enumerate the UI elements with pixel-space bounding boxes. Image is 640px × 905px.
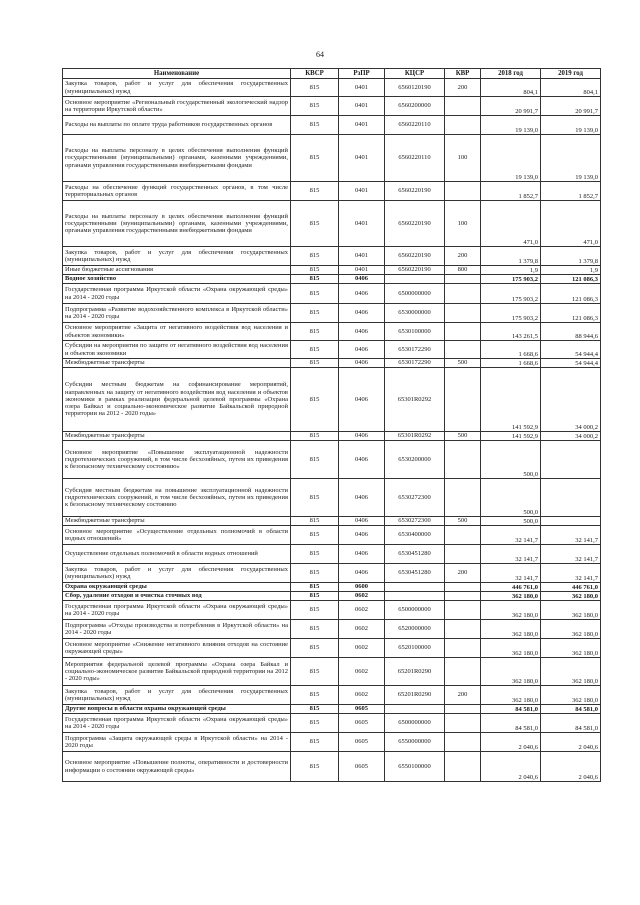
cell-rzpr: 0401 [339,135,385,182]
cell-name: Субсидии на мероприятия по защите от негативного воздействия вод населения и объектов экономики [63,341,291,359]
table-row [63,323,601,341]
cell-2018: 1 668,6 [481,341,541,359]
table-row [63,341,601,359]
cell-name: Подпрограмма «Отходы производства и потребления в Иркутской области» на 2014 - 2020 годы [63,620,291,639]
cell-2019: 362 180,0 [541,601,601,620]
cell-kvr [445,341,481,359]
cell-rzpr: 0401 [339,116,385,135]
cell-2018: 2 040,6 [481,752,541,782]
cell-2018: 2 040,6 [481,733,541,752]
cell-2019: 84 581,0 [541,714,601,733]
cell-2018: 500,0 [481,441,541,479]
cell-kvsr: 815 [291,275,339,284]
table-row [63,658,601,686]
cell-kcsr: 6560220110 [385,135,445,182]
cell-name: Межбюджетные трансферты [63,432,291,441]
cell-kcsr [385,705,445,714]
cell-kvsr: 815 [291,479,339,517]
header-2019: 2019 год [541,69,601,79]
cell-kcsr: 6530272300 [385,479,445,517]
cell-2019: 471,0 [541,201,601,247]
cell-name: Охрана окружающей среды [63,583,291,592]
cell-kvr [445,620,481,639]
cell-kvr [445,182,481,201]
table-row [63,201,601,247]
cell-kvsr: 815 [291,359,339,368]
cell-name: Межбюджетные трансферты [63,359,291,368]
cell-2019: 446 761,0 [541,583,601,592]
cell-kcsr: 6560220190 [385,247,445,266]
table-row [63,545,601,564]
cell-kvsr: 815 [291,583,339,592]
cell-kvr: 200 [445,564,481,583]
cell-kvr: 500 [445,432,481,441]
cell-kcsr [385,583,445,592]
cell-2018: 500,0 [481,479,541,517]
header-name: Наименование [63,69,291,79]
cell-2019: 19 139,0 [541,116,601,135]
cell-kcsr: 6550000000 [385,733,445,752]
cell-2019: 1 852,7 [541,182,601,201]
cell-kvsr: 815 [291,601,339,620]
cell-2019: 121 086,3 [541,304,601,323]
cell-name: Расходы на выплаты по оплате труда работников государственных органов [63,116,291,135]
cell-kvsr: 815 [291,247,339,266]
cell-2019: 2 040,6 [541,733,601,752]
table-row [63,479,601,517]
cell-rzpr: 0602 [339,592,385,601]
cell-kvsr: 815 [291,432,339,441]
table-row [63,705,601,714]
cell-rzpr: 0406 [339,479,385,517]
cell-kcsr: 6520100000 [385,639,445,658]
cell-kcsr: 6500000000 [385,284,445,304]
cell-kvsr: 815 [291,620,339,639]
cell-2018: 362 180,0 [481,658,541,686]
cell-2018: 175 903,2 [481,275,541,284]
cell-kvr [445,116,481,135]
cell-kcsr: 65201R0290 [385,658,445,686]
cell-name: Подпрограмма «Развитие водохозяйственного комплекса в Иркутской области» на 2014 - 2020 годы [63,304,291,323]
cell-kvsr: 815 [291,752,339,782]
cell-kcsr: 6560220110 [385,116,445,135]
cell-kcsr: 6530451280 [385,564,445,583]
cell-kvr: 100 [445,201,481,247]
cell-name: Государственная программа Иркутской области «Охрана окружающей среды» на 2014 - 2020 годы [63,284,291,304]
cell-kvr [445,714,481,733]
cell-rzpr: 0406 [339,517,385,526]
cell-kvsr: 815 [291,284,339,304]
cell-name: Закупка товаров, работ и услуг для обеспечения государственных (муниципальных) нужд [63,686,291,705]
cell-2018: 20 991,7 [481,97,541,116]
table-row [63,517,601,526]
cell-kvsr: 815 [291,368,339,432]
cell-2018: 141 592,9 [481,432,541,441]
cell-kvr: 800 [445,266,481,275]
cell-kcsr: 6530272300 [385,517,445,526]
cell-2019: 34 000,2 [541,432,601,441]
table-row [63,686,601,705]
page-number: 64 [316,50,324,59]
cell-name: Межбюджетные трансферты [63,517,291,526]
cell-2019: 20 991,7 [541,97,601,116]
cell-rzpr: 0406 [339,275,385,284]
cell-name: Основное мероприятие «Осуществление отдельных полномочий в области водных отношений» [63,526,291,545]
table-row [63,368,601,432]
cell-2019: 362 180,0 [541,639,601,658]
cell-name: Водное хозяйство [63,275,291,284]
header-rzpr: РзПР [339,69,385,79]
table-row [63,135,601,182]
cell-rzpr: 0406 [339,284,385,304]
cell-name: Сбор, удаление отходов и очистка сточных вод [63,592,291,601]
table-row [63,359,601,368]
table-row [63,432,601,441]
cell-kcsr: 6530172290 [385,341,445,359]
cell-name: Закупка товаров, работ и услуг для обеспечения государственных (муниципальных) нужд [63,564,291,583]
cell-2019: 804,1 [541,79,601,97]
cell-rzpr: 0605 [339,705,385,714]
cell-2019: 362 180,0 [541,686,601,705]
header-kvr: КВР [445,69,481,79]
cell-kvr [445,526,481,545]
cell-2018: 1 852,7 [481,182,541,201]
cell-rzpr: 0406 [339,526,385,545]
cell-name: Расходы на выплаты персоналу в целях обеспечения выполнения функций государственными (муниципальными) органами, казенными учреждениями, органами управления государственными внебюджетными фондами [63,201,291,247]
cell-rzpr: 0602 [339,620,385,639]
cell-2018: 362 180,0 [481,686,541,705]
cell-2019: 121 086,3 [541,284,601,304]
cell-2018: 1 668,6 [481,359,541,368]
cell-kcsr: 6560220190 [385,266,445,275]
cell-rzpr: 0406 [339,545,385,564]
cell-2019: 88 944,6 [541,323,601,341]
cell-kvsr: 815 [291,658,339,686]
cell-kvr [445,601,481,620]
cell-kvsr: 815 [291,592,339,601]
table-body [63,79,601,782]
cell-rzpr: 0406 [339,441,385,479]
table-row [63,639,601,658]
cell-kcsr: 6520000000 [385,620,445,639]
cell-name: Основное мероприятие «Повышение полноты, оперативности и достоверности информации о состоянии окружающей среды» [63,752,291,782]
table-row [63,564,601,583]
cell-kvr [445,705,481,714]
cell-2018: 1 379,8 [481,247,541,266]
cell-kcsr [385,592,445,601]
table-row [63,284,601,304]
cell-2018: 362 180,0 [481,639,541,658]
cell-rzpr: 0401 [339,247,385,266]
cell-name: Закупка товаров, работ и услуг для обеспечения государственных (муниципальных) нужд [63,79,291,97]
cell-kvr: 100 [445,135,481,182]
cell-kvsr: 815 [291,201,339,247]
cell-kvr [445,733,481,752]
cell-kvr [445,658,481,686]
budget-table-container [62,68,600,782]
cell-2019: 2 040,6 [541,752,601,782]
table-row [63,304,601,323]
cell-kvr [445,639,481,658]
cell-2018: 500,0 [481,517,541,526]
cell-2018: 175 903,2 [481,304,541,323]
table-row [63,714,601,733]
cell-2019: 19 139,0 [541,135,601,182]
cell-rzpr: 0406 [339,432,385,441]
cell-kcsr: 65301R0292 [385,368,445,432]
cell-kvsr: 815 [291,116,339,135]
cell-2019 [541,517,601,526]
table-row [63,733,601,752]
cell-rzpr: 0406 [339,359,385,368]
cell-rzpr: 0602 [339,686,385,705]
cell-rzpr: 0401 [339,201,385,247]
cell-2018: 32 141,7 [481,526,541,545]
cell-kcsr [385,275,445,284]
cell-kvr [445,275,481,284]
cell-rzpr: 0406 [339,341,385,359]
cell-rzpr: 0605 [339,733,385,752]
table-row [63,97,601,116]
cell-rzpr: 0401 [339,79,385,97]
cell-2018: 362 180,0 [481,601,541,620]
table-header [63,69,601,79]
cell-name: Другие вопросы в области охраны окружающей среды [63,705,291,714]
cell-rzpr: 0401 [339,182,385,201]
cell-2019 [541,441,601,479]
cell-kvr [445,479,481,517]
cell-2019: 32 141,7 [541,545,601,564]
cell-kvr [445,284,481,304]
cell-kvr: 500 [445,359,481,368]
cell-kcsr: 6530000000 [385,304,445,323]
cell-name: Расходы на выплаты персоналу в целях обеспечения выполнения функций государственными (муниципальными) органами, казенными учреждениями, органами управления государственными внебюджетными фондами [63,135,291,182]
cell-2019: 54 944,4 [541,341,601,359]
cell-name: Государственная программа Иркутской области «Охрана окружающей среды» на 2014 - 2020 годы [63,714,291,733]
cell-2019: 84 581,0 [541,705,601,714]
table-row [63,266,601,275]
cell-kcsr: 6560220190 [385,201,445,247]
table-row [63,247,601,266]
cell-rzpr: 0605 [339,714,385,733]
cell-kvsr: 815 [291,97,339,116]
cell-rzpr: 0602 [339,601,385,620]
cell-kvr: 200 [445,79,481,97]
cell-kvr [445,97,481,116]
cell-2018: 84 581,0 [481,705,541,714]
cell-2018: 446 761,0 [481,583,541,592]
cell-kvsr: 815 [291,714,339,733]
cell-kvsr: 815 [291,182,339,201]
cell-kvr [445,592,481,601]
cell-name: Закупка товаров, работ и услуг для обеспечения государственных (муниципальных) нужд [63,247,291,266]
cell-kvr [445,323,481,341]
cell-kvr [445,545,481,564]
cell-kcsr: 6530172290 [385,359,445,368]
cell-kvsr: 815 [291,686,339,705]
cell-2019: 54 944,4 [541,359,601,368]
cell-2018: 32 141,7 [481,545,541,564]
cell-2019: 1 379,8 [541,247,601,266]
cell-kcsr: 6560120190 [385,79,445,97]
cell-name: Субсидия местным бюджетам на повышение эксплуатационной надежности гидротехнических сооружений, в том числе бесхозяйных, путем их приведения к безопасному техническому состоянию [63,479,291,517]
cell-rzpr: 0406 [339,368,385,432]
cell-name: Основное мероприятие «Повышение эксплуатационной надежности гидротехнических сооружений, в том числе бесхозяйных, путем их приведения к безопасному техническому состоянию» [63,441,291,479]
cell-rzpr: 0406 [339,323,385,341]
cell-name: Мероприятия федеральной целевой программы «Охрана озера Байкал и социально-экономическое развитие Байкальской природной территории на 2012 - 2020 годы» [63,658,291,686]
cell-2018: 84 581,0 [481,714,541,733]
cell-kvr: 200 [445,247,481,266]
table-row [63,583,601,592]
cell-kvsr: 815 [291,705,339,714]
cell-rzpr: 0600 [339,583,385,592]
cell-kcsr: 6560220190 [385,182,445,201]
cell-kvr [445,304,481,323]
cell-2018: 19 139,0 [481,135,541,182]
cell-2019: 1,9 [541,266,601,275]
table-row [63,752,601,782]
budget-table [62,68,601,782]
cell-kvsr: 815 [291,341,339,359]
cell-2019: 32 141,7 [541,526,601,545]
cell-name: Расходы на обеспечение функций государственных органов, в том числе территориальных органов [63,182,291,201]
cell-kvsr: 815 [291,79,339,97]
cell-name: Осуществление отдельных полномочий в области водных отношений [63,545,291,564]
cell-2019: 32 141,7 [541,564,601,583]
cell-kvsr: 815 [291,733,339,752]
cell-kcsr: 65301R0292 [385,432,445,441]
cell-kcsr: 6500000000 [385,714,445,733]
cell-rzpr: 0605 [339,752,385,782]
cell-2018: 1,9 [481,266,541,275]
cell-kvsr: 815 [291,304,339,323]
table-row [63,116,601,135]
cell-kvsr: 815 [291,135,339,182]
cell-kvr [445,583,481,592]
cell-2018: 471,0 [481,201,541,247]
cell-2019: 121 086,3 [541,275,601,284]
cell-name: Основное мероприятие «Защита от негативного воздействия вод населения и объектов экономики» [63,323,291,341]
header-2018: 2018 год [481,69,541,79]
cell-kcsr: 65201R0290 [385,686,445,705]
cell-kvsr: 815 [291,639,339,658]
cell-2018: 362 180,0 [481,620,541,639]
cell-name: Иные бюджетные ассигнования [63,266,291,275]
cell-rzpr: 0602 [339,639,385,658]
table-row [63,79,601,97]
cell-2018: 175 903,2 [481,284,541,304]
cell-kvsr: 815 [291,266,339,275]
table-row [63,526,601,545]
cell-2019: 34 000,2 [541,368,601,432]
header-kcsr: КЦСР [385,69,445,79]
table-row [63,441,601,479]
cell-kvr: 200 [445,686,481,705]
cell-kcsr: 6500000000 [385,601,445,620]
cell-kvr [445,752,481,782]
cell-name: Основное мероприятие «Снижение негативного влияния отходов на состояние окружающей среды» [63,639,291,658]
cell-kvr [445,368,481,432]
cell-kcsr: 6530451280 [385,545,445,564]
cell-kvsr: 815 [291,564,339,583]
cell-kvsr: 815 [291,323,339,341]
cell-kvsr: 815 [291,545,339,564]
cell-2018: 143 261,5 [481,323,541,341]
cell-kvsr: 815 [291,441,339,479]
cell-kvr: 500 [445,517,481,526]
header-kvsr: КВСР [291,69,339,79]
cell-kcsr: 6560200000 [385,97,445,116]
table-row [63,182,601,201]
cell-name: Основное мероприятие «Региональный государственный экологический надзор на территории Иркутской области» [63,97,291,116]
cell-kcsr: 6530400000 [385,526,445,545]
cell-rzpr: 0401 [339,97,385,116]
cell-kcsr: 6530100000 [385,323,445,341]
cell-2018: 19 139,0 [481,116,541,135]
cell-name: Субсидии местным бюджетам на софинансирование мероприятий, направленных на защиту от негативного воздействия вод населения и объектов экономики в рамках реализации федеральной целевой программы «Охрана озера Байкал и социально-экономическое развитие Байкальской природной территории на 2012 - 2020 годы» [63,368,291,432]
cell-rzpr: 0406 [339,564,385,583]
cell-kcsr: 6550100000 [385,752,445,782]
cell-kcsr: 6530200000 [385,441,445,479]
cell-2018: 32 141,7 [481,564,541,583]
cell-name: Государственная программа Иркутской области «Охрана окружающей среды» на 2014 - 2020 годы [63,601,291,620]
cell-2019 [541,479,601,517]
cell-rzpr: 0602 [339,658,385,686]
table-row [63,620,601,639]
table-row [63,592,601,601]
table-row [63,275,601,284]
cell-kvr [445,441,481,479]
cell-2018: 141 592,9 [481,368,541,432]
cell-2018: 362 180,0 [481,592,541,601]
cell-2018: 804,1 [481,79,541,97]
cell-2019: 362 180,0 [541,620,601,639]
cell-rzpr: 0406 [339,304,385,323]
cell-2019: 362 180,0 [541,658,601,686]
cell-name: Подпрограмма «Защита окружающей среды в Иркутской области» на 2014 - 2020 годы [63,733,291,752]
table-row [63,601,601,620]
cell-kvsr: 815 [291,526,339,545]
cell-kvsr: 815 [291,517,339,526]
cell-2019: 362 180,0 [541,592,601,601]
cell-rzpr: 0401 [339,266,385,275]
